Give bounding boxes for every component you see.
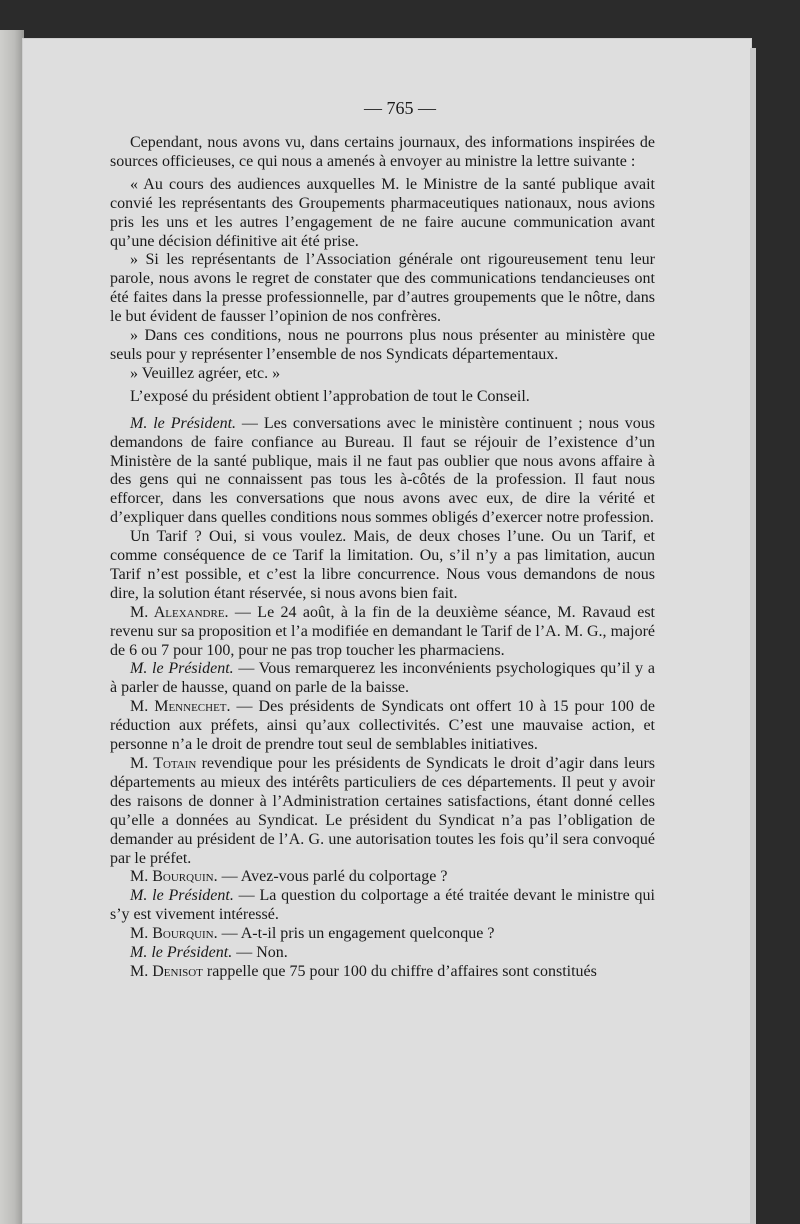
page-number: — 765 — [364,98,436,118]
speaker-name: M. le Président. [130,887,234,905]
dialogue-entry [110,944,655,963]
dialogue-text: — Le 24 août, à la fin de la deuxième séance, M. Ravaud est revenu sur sa proposition et l’a modifiée en demandant le Tarif de l’A. M. G., majoré de 6 ou 7 pour 100, pour ne pas trop toucher les pharmaciens. [110,603,655,659]
speaker-name: M. Denisot [130,962,203,980]
page-text [110,134,655,982]
paragraph: » Dans ces conditions, nous ne pourrons plus nous présenter au ministère que seuls pour y représenter l’ensemble de nos Syndicats départementaux. [110,327,655,363]
dialogue-entry [110,868,655,887]
dialogue-entry [110,604,655,661]
dialogue-text: — Non. [232,944,288,962]
paragraph: Cependant, nous avons vu, dans certains journaux, des informations inspirées de sources officieuses, ce qui nous a amenés à envoyer au ministre la lettre suivante : [110,134,655,170]
dialogue-text: — Avez-vous parlé du colportage ? [217,868,448,886]
speaker-name: M. le Président. [130,414,237,432]
dialogue-entry [110,755,655,868]
dialogue-text: — Vous remarquerez les inconvénients psychologiques qu’il y a à parler de hausse, quand on parle de la baisse. [110,660,655,697]
dialogue-text: — Des présidents de Syndicats ont offert 10 à 15 pour 100 de réduction aux préfets, ainsi qu’aux collectivités. C’est une mauvaise action, et personne n’a le droit de prendre tout seul de semblables initiatives. [110,698,656,754]
dialogue-entry [110,415,655,528]
paragraph: L’exposé du président obtient l’approbation de tout le Conseil. [130,387,530,405]
speaker-name: M. Mennechet. [130,698,231,716]
dialogue-entry [110,925,655,944]
dialogue-text: Un Tarif ? Oui, si vous voulez. Mais, de deux choses l’une. Ou un Tarif, et comme conséquence de ce Tarif la limitation. Ou, s’il n’y a pas limitation, aucun Tarif n’est possible, et c’est la libre concurrence. Nous vous demandons de nous dire, la solution étant réservée, si nous avons bien fait. [110,528,655,602]
dialogue-entry [110,528,655,604]
paragraph: » Veuillez agréer, etc. » [130,364,281,382]
speaker-name: M. Alexandre. [130,603,229,621]
dialogue-text: — A-t-il pris un engagement quelconque ? [217,925,495,943]
dialogue-entry [110,660,655,698]
paragraph: « Au cours des audiences auxquelles M. le Ministre de la santé publique avait convié les représentants des Groupements pharmaceutiques nationaux, nous avions pris les uns et les autres l’engagement de ne faire aucune communication avant qu’une décision définitive ait été prise. [110,175,655,250]
book-left-edge [0,30,24,1224]
dialogue-entry [110,698,655,755]
speaker-name: M. le Président. [130,660,234,678]
dialogue-text: — La question du colportage a été traitée devant le ministre qui s’y est vivement intéressé. [110,887,655,924]
paragraph: » Si les représentants de l’Association générale ont rigoureusement tenu leur parole, nous avons le regret de constater que des communications tendancieuses ont été faites dans la presse professionnelle, par d’autres groupements que le nôtre, dans le but évident de fausser l’opinion de nos confrères. [110,251,655,326]
speaker-name: M. le Président. [130,944,233,962]
dialogue-entry [110,887,655,925]
book-right-edge [750,48,756,1224]
speaker-name: M. Bourquin. [130,925,218,943]
dialogue-text: — Les conversations avec le ministère continuent ; nous vous demandons de faire confiance au Bureau. Il faut se réjouir de l’existence d’un Ministère de la santé publique, mais il ne faut pas oublier que nous avons affaire à des gens qui ne connaissent pas tous les à-côtés de la profession. Il faut nous efforcer, dans les conversations que nous avons avec eux, de dire la vérité et d’expliquer dans quelles conditions nous sommes obligés d’exercer notre profession. [110,414,655,527]
dialogue-text: rappelle que 75 pour 100 du chiffre d’affaires sont constitués [202,962,597,980]
speaker-name: M. Bourquin. [130,868,218,886]
dialogue-text: revendique pour les présidents de Syndicats le droit d’agir dans leurs départements au mieux des intérêts particuliers de ces départements. Il peut y avoir des raisons de donner à l’Administration certaines satisfactions, étant donné celles qu’elle a données au Syndicat. Le président du Syndicat n’a pas l’obligation de demander au président de l’A. G. une autorisation toutes les fois qu’il sera convoqué par le préfet. [110,755,655,867]
speaker-name: M. Totain [130,755,197,772]
dialogue-entry [110,963,655,982]
